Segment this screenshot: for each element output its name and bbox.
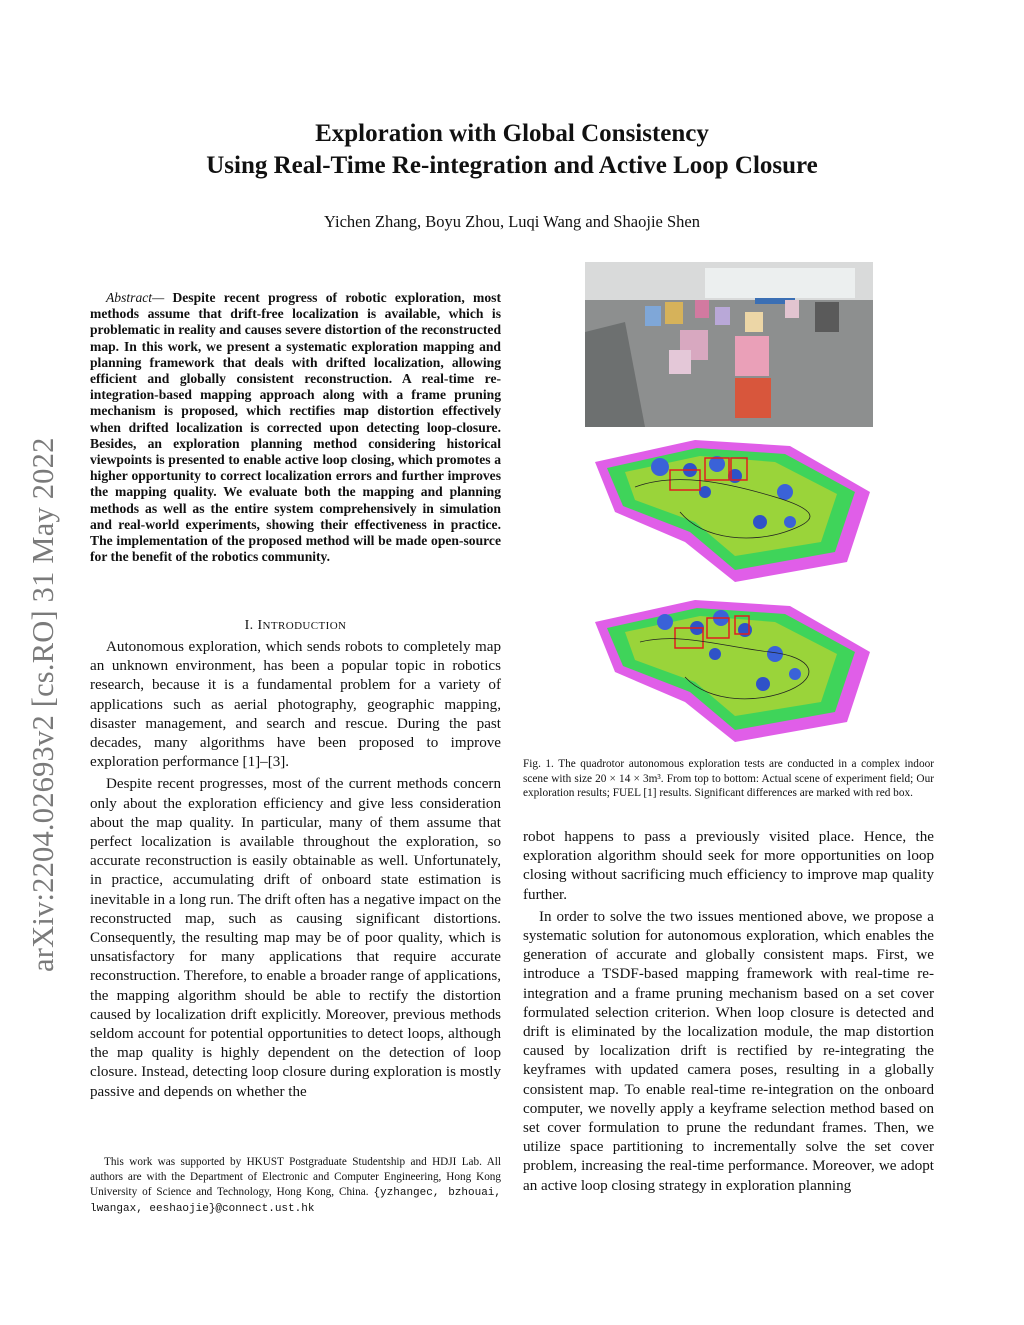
introduction-text <box>90 638 501 1105</box>
arxiv-identifier: arXiv:2204.02693v2 [cs.RO] 31 May 2022 <box>26 437 60 972</box>
title-line-2: Using Real-Time Re-integration and Active Loop Closure <box>206 152 818 179</box>
author-list: Yichen Zhang, Boyu Zhou, Luqi Wang and Shaojie Shen <box>324 212 700 231</box>
map-result-ours <box>585 432 873 582</box>
abstract-label: Abstract— <box>106 290 165 305</box>
paper-title <box>0 118 1024 182</box>
abstract-text: Despite recent progress of robotic exploration, most methods assume that drift-free localization is available, which is problematic in reality and causes severe distortion of the reconstructed map. In this work, we present a systematic exploration mapping and planning framework that deals with drifted localization, allowing efficient and globally consistent reconstruction. A real-time re-integration-based mapping approach along with a frame pruning mechanism is proposed, which rectifies map distortion effectively when drifted localization is corrected upon detecting loop-closure. Besides, an exploration planning method considering historical viewpoints is presented to enable active loop closing, which promotes a higher opportunity to correct localization errors and further improves the mapping quality. We evaluate both the mapping and planning methods as well as the entire system comprehensively in simulation and real-world experiments, showing their effectiveness in practice. The implementation of the proposed method will be made open-source for the benefit of the robotics community. <box>90 290 501 565</box>
abstract <box>90 290 501 565</box>
paragraph: Autonomous exploration, which sends robots to completely map an unknown environment, has been a popular topic in robotics research, because it is a fundamental problem for a variety of applications such as aerial photography, geographic mapping, disaster management, and search and rescue. During the past decades, many algorithms have been proposed to improve exploration performance [1]–[3]. <box>90 639 501 771</box>
paragraph: In order to solve the two issues mentioned above, we propose a systematic solution for autonomous exploration, which enables the generation of accurate and globally consistent maps. First, we introduce a TSDF-based mapping framework with real-time re-integration and a frame pruning mechanism based on a set cover formulated selection criterion. When loop closure is detected and drift is eliminated by the localization module, the map distortion caused by localization drift is rectified by re-integrating the keyframes with updated camera poses, resulting in a globally consistent map. To enable real-time re-integration on the onboard computer, we novelly apply a keyframe selection method based on set cover formulation to prune the redundant frames. Then, we utilize space partitioning to incrementally solve the set cover problem, increasing the real-time performance. Moreover, we adopt an active loop closing strategy in exploration planning <box>523 908 934 1194</box>
right-column-text <box>523 828 934 1199</box>
experiment-scene-photo <box>585 262 873 427</box>
title-line-1: Exploration with Global Consistency <box>315 120 709 147</box>
footnote <box>90 1155 501 1217</box>
map-result-fuel <box>585 592 873 742</box>
paragraph: Despite recent progresses, most of the current methods concern only about the exploration efficiency and give less consideration about the map quality. In particular, many of them assume that perfect localization is available throughout the exploration, so accurate reconstruction is easily obtainable as well. Unfortunately, in practice, accumulating drift of onboard state estimation is inevitable in a long run. The drift often has a negative impact on the reconstructed map, such as causing significant distortions. Consequently, the resulting map may be of poor quality, which is unsatisfactory for many applications that require accurate reconstruction. Therefore, to enable a broader range of applications, the mapping algorithm should be able to rectify the distortion caused by localization drift explicitly. Moreover, previous methods seldom account for potential opportunities to detect loops, although the map quality is highly dependent on the detection of loop closure. Instead, detecting loop closure during exploration is mostly passive and depends on whether the <box>90 776 501 1100</box>
figure-1 <box>585 262 873 752</box>
paragraph: robot happens to pass a previously visited place. Hence, the exploration algorithm should seek for more opportunities on loop closing without sacrificing much efficiency to improve map quality further. <box>523 829 934 903</box>
figure-caption: Fig. 1. The quadrotor autonomous exploration tests are conducted in a complex indoor scene with size 20 × 14 × 3m³. From top to bottom: Actual scene of experiment field; Our exploration results; FUEL [1] results. Significant differences are marked with red box. <box>523 758 934 800</box>
footnote-emails: {yzhangec, bzhouai, lwangax, eeshaojie}@connect.ust.hk <box>90 1187 502 1215</box>
section-heading: I. INTRODUCTION <box>244 618 347 633</box>
footnote-text: This work was supported by HKUST Postgraduate Studentship and HDJI Lab. All authors are with the Department of Electronic and Computer Engineering, Hong Kong University of Science and Technology, Hong Kong, China. <box>90 1156 501 1198</box>
